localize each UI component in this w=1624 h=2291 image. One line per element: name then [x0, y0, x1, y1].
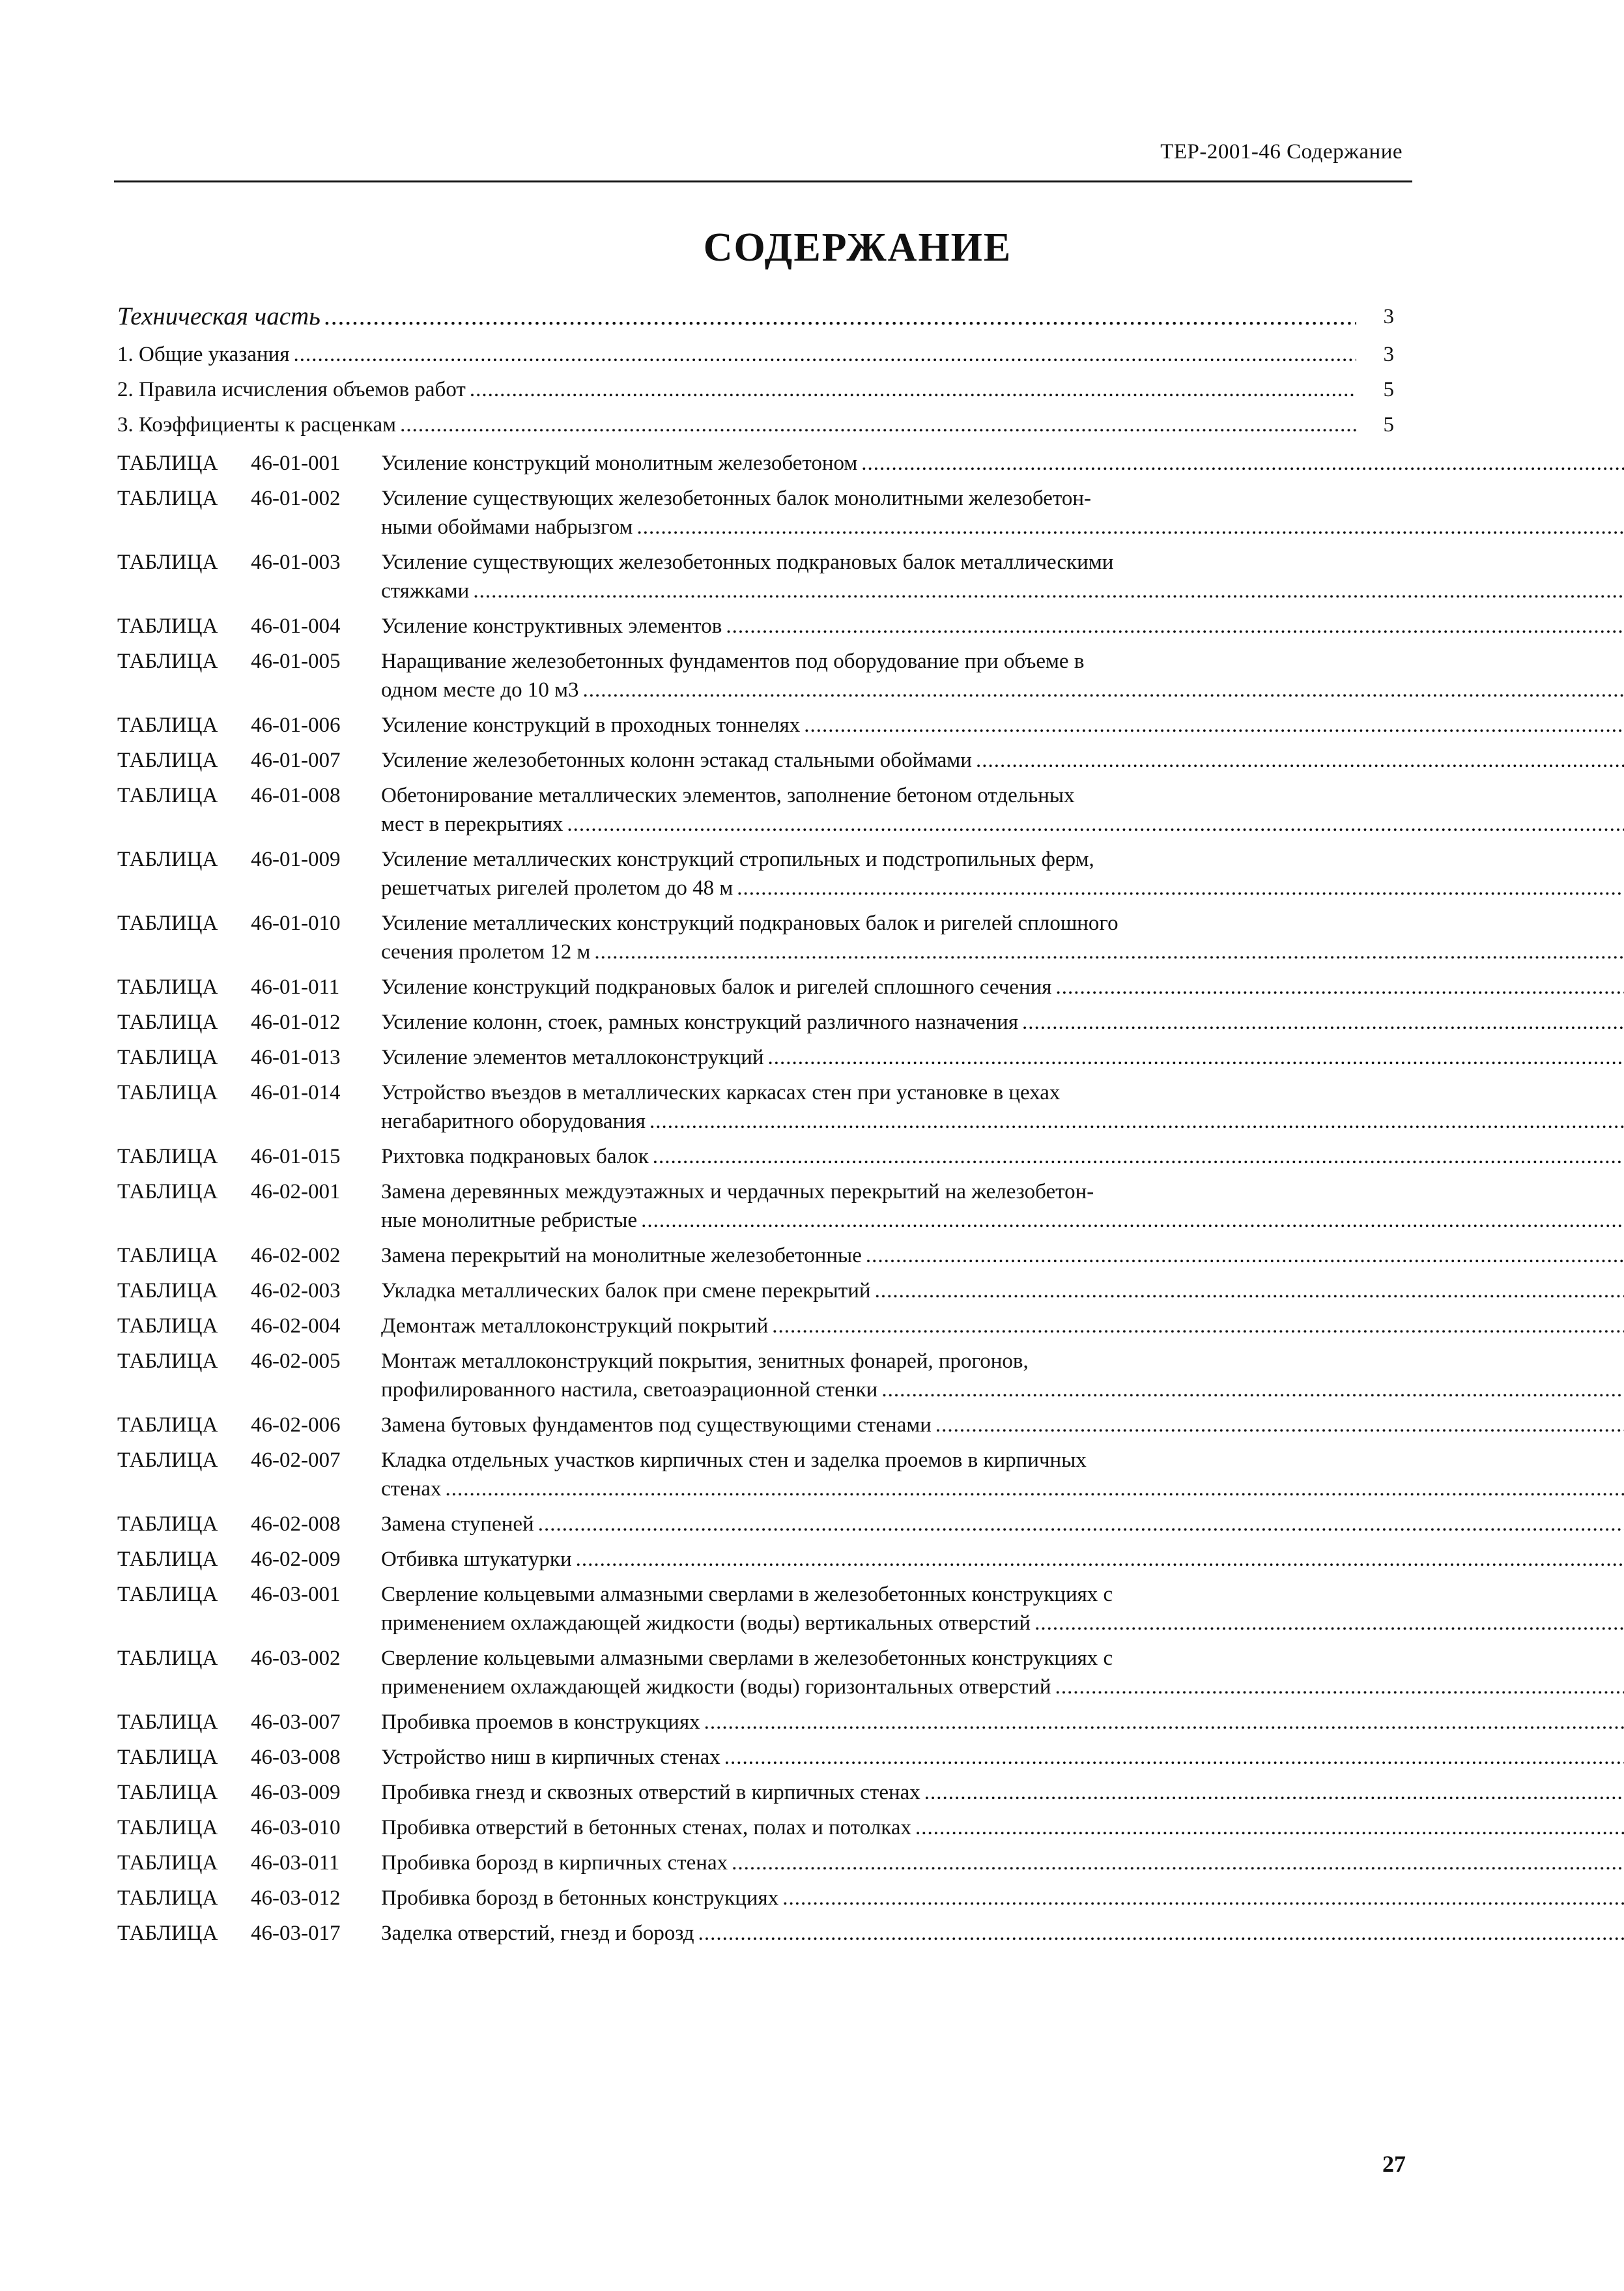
- table-label: ТАБЛИЦА: [117, 1244, 218, 1267]
- table-title-line: [381, 1446, 1624, 1475]
- table-title-text: Пробивка борозд в бетонных конструкциях: [381, 1886, 779, 1910]
- toc-table-entry[interactable]: [117, 1743, 1394, 1772]
- header-rule: [114, 180, 1412, 182]
- toc-table-entry[interactable]: [117, 711, 1394, 740]
- table-code: 46-02-005: [251, 1349, 341, 1373]
- dot-leader: [649, 1107, 1624, 1136]
- table-title-block: [381, 484, 1624, 541]
- table-code: 46-03-001: [251, 1583, 341, 1606]
- table-code: 46-02-006: [251, 1413, 341, 1437]
- toc-table-entry[interactable]: [117, 1919, 1394, 1948]
- table-code: 46-01-005: [251, 650, 341, 673]
- table-title-line: [381, 1078, 1624, 1107]
- dot-leader: [881, 1376, 1624, 1404]
- table-label: ТАБЛИЦА: [117, 1583, 218, 1606]
- toc-table-entry[interactable]: [117, 1813, 1394, 1842]
- table-title-text: Пробивка проемов в конструкциях: [381, 1710, 700, 1734]
- table-title-block: [381, 1919, 1624, 1948]
- table-code: 46-02-004: [251, 1314, 341, 1338]
- table-title-line: [381, 1411, 1624, 1439]
- toc-table-entry[interactable]: [117, 909, 1394, 966]
- table-title-text: Усиление колонн, стоек, рамных конструкций различного назначения: [381, 1011, 1018, 1034]
- toc-table-entry[interactable]: [117, 1778, 1394, 1807]
- dot-leader: [641, 1206, 1624, 1235]
- table-title-line: [381, 1312, 1624, 1340]
- table-label: ТАБЛИЦА: [117, 1279, 218, 1303]
- table-title-block: [381, 647, 1624, 704]
- table-label: ТАБЛИЦА: [117, 1647, 218, 1670]
- toc-table-entry[interactable]: [117, 1644, 1394, 1701]
- table-title-text: Укладка металлических балок при смене перекрытий: [381, 1279, 871, 1303]
- dot-leader: [293, 340, 1356, 369]
- table-title-block: [381, 1778, 1624, 1807]
- toc-page-number: 5: [1383, 413, 1394, 437]
- table-title-block: [381, 1446, 1624, 1503]
- table-title-line: [381, 1580, 1624, 1609]
- dot-leader: [724, 1743, 1624, 1772]
- table-title-block: [381, 1545, 1624, 1574]
- table-title-line: [381, 1778, 1624, 1807]
- table-title-line: [381, 781, 1624, 810]
- running-header: ТЕР-2001-46 Содержание: [1160, 140, 1403, 164]
- dot-leader: [636, 513, 1624, 541]
- table-title-block: [381, 1347, 1624, 1404]
- table-label: ТАБЛИЦА: [117, 713, 218, 737]
- toc-table-entry[interactable]: [117, 449, 1394, 478]
- table-title-line: [381, 810, 1624, 839]
- table-label: ТАБЛИЦА: [117, 1448, 218, 1472]
- dot-leader: [915, 1813, 1624, 1842]
- dot-leader: [1055, 973, 1624, 1001]
- toc-table-entry[interactable]: [117, 1446, 1394, 1503]
- table-label: ТАБЛИЦА: [117, 1413, 218, 1437]
- toc-table-entry[interactable]: [117, 1580, 1394, 1637]
- table-label: ТАБЛИЦА: [117, 1922, 218, 1945]
- table-title-line: [381, 1545, 1624, 1574]
- table-title-text: Наращивание железобетонных фундаментов под оборудование при объеме в: [381, 650, 1085, 673]
- toc-page-number: 5: [1383, 378, 1394, 401]
- dot-leader: [875, 1276, 1624, 1305]
- table-title-block: [381, 909, 1624, 966]
- table-label: ТАБЛИЦА: [117, 749, 218, 772]
- dot-leader: [324, 302, 1356, 331]
- table-title-line: [381, 1510, 1624, 1538]
- toc-table-entry[interactable]: [117, 1078, 1394, 1136]
- table-label: ТАБЛИЦА: [117, 1011, 218, 1034]
- table-title-block: [381, 1813, 1624, 1842]
- table-title-text: Кладка отдельных участков кирпичных стен и заделка проемов в кирпичных: [381, 1448, 1087, 1472]
- table-title-block: [381, 1142, 1624, 1171]
- table-code: 46-01-007: [251, 749, 341, 772]
- table-title-line: [381, 1142, 1624, 1171]
- table-title-line: [381, 1008, 1624, 1037]
- dot-leader: [1022, 1008, 1624, 1037]
- table-code: 46-01-010: [251, 912, 341, 935]
- table-title-block: [381, 1743, 1624, 1772]
- table-title-line: [381, 1849, 1624, 1877]
- table-title-text: Отбивка штукатурки: [381, 1548, 572, 1571]
- table-title-block: [381, 1241, 1624, 1270]
- dot-leader: [446, 1475, 1624, 1503]
- table-code: 46-03-009: [251, 1781, 341, 1804]
- table-title-block: [381, 612, 1624, 641]
- dot-leader: [732, 1849, 1624, 1877]
- table-title-line: [381, 1206, 1624, 1235]
- table-title-block: [381, 1078, 1624, 1136]
- table-title-text: стенах: [381, 1477, 442, 1501]
- table-title-line: [381, 845, 1624, 874]
- table-code: 46-01-003: [251, 551, 341, 574]
- table-code: 46-01-011: [251, 975, 340, 999]
- toc-subsection-item[interactable]: [117, 372, 1394, 407]
- dot-leader: [653, 1142, 1624, 1171]
- table-title-line: [381, 676, 1624, 704]
- dot-leader: [473, 577, 1624, 605]
- table-code: 46-03-002: [251, 1647, 341, 1670]
- table-title-block: [381, 973, 1624, 1001]
- table-title-block: [381, 711, 1624, 740]
- dot-leader: [576, 1545, 1624, 1574]
- toc-subsections: [117, 337, 1394, 442]
- table-title-line: [381, 1708, 1624, 1736]
- table-title-block: [381, 1276, 1624, 1305]
- table-code: 46-02-009: [251, 1548, 341, 1571]
- toc-table-entry[interactable]: [117, 845, 1394, 902]
- table-code: 46-01-013: [251, 1046, 341, 1069]
- dot-leader: [583, 676, 1624, 704]
- toc-table-entry[interactable]: [117, 647, 1394, 704]
- table-title-line: [381, 1177, 1624, 1206]
- dot-leader: [976, 746, 1624, 775]
- dot-leader: [470, 375, 1356, 404]
- table-label: ТАБЛИЦА: [117, 1512, 218, 1536]
- dot-leader: [567, 810, 1624, 839]
- toc-subsection-title: 2. Правила исчисления объемов работ: [117, 378, 466, 401]
- table-title-text: Устройство въездов в металлических каркасах стен при установке в цехах: [381, 1081, 1061, 1104]
- toc-table-entry[interactable]: [117, 1241, 1394, 1270]
- table-title-line: [381, 484, 1624, 513]
- table-code: 46-01-001: [251, 452, 341, 475]
- table-title-line: [381, 1347, 1624, 1376]
- table-title-block: [381, 845, 1624, 902]
- table-label: ТАБЛИЦА: [117, 1816, 218, 1839]
- dot-leader: [1055, 1673, 1624, 1701]
- table-code: 46-01-002: [251, 487, 341, 510]
- toc-table-entry[interactable]: [117, 1347, 1394, 1404]
- table-code: 46-01-015: [251, 1145, 341, 1168]
- table-title-line: [381, 1919, 1624, 1948]
- table-title-line: [381, 1813, 1624, 1842]
- table-title-text: применением охлаждающей жидкости (воды) вертикальных отверстий: [381, 1611, 1031, 1635]
- toc-section-technical[interactable]: [117, 296, 1394, 337]
- dot-leader: [538, 1510, 1624, 1538]
- dot-leader: [594, 938, 1624, 966]
- table-title-text: одном месте до 10 м3: [381, 678, 579, 702]
- toc-table-entry[interactable]: [117, 1708, 1394, 1736]
- table-label: ТАБЛИЦА: [117, 912, 218, 935]
- table-title-block: [381, 1043, 1624, 1072]
- table-title-line: [381, 1644, 1624, 1673]
- toc-page-number: 3: [1383, 343, 1394, 366]
- toc-table-entry[interactable]: [117, 973, 1394, 1001]
- table-label: ТАБЛИЦА: [117, 1314, 218, 1338]
- page-title: СОДЕРЖАНИЕ: [703, 225, 1012, 270]
- toc-table-entry[interactable]: [117, 1008, 1394, 1037]
- table-code: 46-01-008: [251, 784, 341, 807]
- dot-leader: [866, 1241, 1624, 1270]
- table-code: 46-01-004: [251, 614, 341, 638]
- toc-section-title: Техническая часть: [117, 302, 321, 330]
- toc-table-list: [117, 449, 1394, 1948]
- table-title-text: Пробивка отверстий в бетонных стенах, полах и потолках: [381, 1816, 911, 1839]
- table-title-text: Усиление железобетонных колонн эстакад стальными обоймами: [381, 749, 972, 772]
- toc-table-entry[interactable]: [117, 1177, 1394, 1235]
- table-title-line: [381, 1376, 1624, 1404]
- table-title-text: Сверление кольцевыми алмазными сверлами в железобетонных конструкциях с: [381, 1583, 1113, 1606]
- table-label: ТАБЛИЦА: [117, 1548, 218, 1571]
- table-title-text: ные монолитные ребристые: [381, 1209, 638, 1232]
- dot-leader: [924, 1778, 1624, 1807]
- table-code: 46-01-009: [251, 848, 341, 871]
- table-title-line: [381, 1043, 1624, 1072]
- table-title-text: Рихтовка подкрановых балок: [381, 1145, 649, 1168]
- table-code: 46-03-010: [251, 1816, 341, 1839]
- table-title-line: [381, 612, 1624, 641]
- table-title-block: [381, 1884, 1624, 1912]
- dot-leader: [704, 1708, 1624, 1736]
- dot-leader: [737, 874, 1624, 902]
- table-title-text: Замена деревянных междуэтажных и чердачных перекрытий на железобетон-: [381, 1180, 1094, 1203]
- toc-subsection-item[interactable]: [117, 337, 1394, 372]
- table-title-block: [381, 1177, 1624, 1235]
- table-title-block: [381, 1510, 1624, 1538]
- table-title-line: [381, 1609, 1624, 1637]
- table-title-text: Усиление металлических конструкций стропильных и подстропильных ферм,: [381, 848, 1094, 871]
- table-label: ТАБЛИЦА: [117, 1781, 218, 1804]
- dot-leader: [698, 1919, 1624, 1948]
- table-title-text: Замена перекрытий на монолитные железобетонные: [381, 1244, 862, 1267]
- toc-subsection-title: 3. Коэффициенты к расценкам: [117, 413, 397, 437]
- table-label: ТАБЛИЦА: [117, 1145, 218, 1168]
- table-code: 46-03-007: [251, 1710, 341, 1734]
- dot-leader: [1034, 1609, 1624, 1637]
- table-title-block: [381, 449, 1624, 478]
- table-title-line: [381, 711, 1624, 740]
- table-title-line: [381, 746, 1624, 775]
- toc-page-number: 3: [1383, 305, 1394, 328]
- toc-table-entry[interactable]: [117, 548, 1394, 605]
- table-title-block: [381, 1008, 1624, 1037]
- table-label: ТАБЛИЦА: [117, 1886, 218, 1910]
- table-code: 46-02-001: [251, 1180, 341, 1203]
- table-title-text: сечения пролетом 12 м: [381, 940, 591, 964]
- toc-subsection-title: 1. Общие указания: [117, 343, 290, 366]
- table-title-text: Усиление существующих железобетонных подкрановых балок металлическими: [381, 551, 1114, 574]
- table-title-line: [381, 577, 1624, 605]
- toc-table-entry[interactable]: [117, 746, 1394, 775]
- table-title-line: [381, 1107, 1624, 1136]
- table-label: ТАБЛИЦА: [117, 848, 218, 871]
- dot-leader: [768, 1043, 1624, 1072]
- table-title-text: Усиление конструктивных элементов: [381, 614, 722, 638]
- table-title-line: [381, 548, 1624, 577]
- dot-leader: [782, 1884, 1624, 1912]
- table-title-line: [381, 874, 1624, 902]
- toc-table-entry[interactable]: [117, 1276, 1394, 1305]
- table-title-text: Усиление конструкций в проходных тоннелях: [381, 713, 801, 737]
- table-title-text: мест в перекрытиях: [381, 813, 563, 836]
- table-code: 46-03-017: [251, 1922, 341, 1945]
- table-label: ТАБЛИЦА: [117, 1180, 218, 1203]
- toc-table-entry[interactable]: [117, 1411, 1394, 1439]
- toc-table-entry[interactable]: [117, 781, 1394, 839]
- table-title-block: [381, 548, 1624, 605]
- table-title-text: Сверление кольцевыми алмазными сверлами в железобетонных конструкциях с: [381, 1647, 1113, 1670]
- table-title-line: [381, 647, 1624, 676]
- dot-leader: [804, 711, 1624, 740]
- toc-table-entry[interactable]: [117, 1510, 1394, 1538]
- table-title-text: ными обоймами набрызгом: [381, 515, 633, 539]
- toc-subsection-item[interactable]: [117, 407, 1394, 442]
- table-label: ТАБЛИЦА: [117, 1349, 218, 1373]
- table-title-line: [381, 973, 1624, 1001]
- table-code: 46-01-006: [251, 713, 341, 737]
- table-title-line: [381, 1884, 1624, 1912]
- toc-table-entry[interactable]: [117, 1884, 1394, 1912]
- table-title-block: [381, 1849, 1624, 1877]
- table-label: ТАБЛИЦА: [117, 975, 218, 999]
- table-code: 46-02-003: [251, 1279, 341, 1303]
- dot-leader: [400, 411, 1356, 439]
- table-title-text: Обетонирование металлических элементов, заполнение бетоном отдельных: [381, 784, 1075, 807]
- toc-table-entry[interactable]: [117, 1043, 1394, 1072]
- table-code: 46-01-012: [251, 1011, 341, 1034]
- table-title-block: [381, 746, 1624, 775]
- table-title-text: Замена ступеней: [381, 1512, 534, 1536]
- toc-table-entry[interactable]: [117, 1142, 1394, 1171]
- table-of-contents: [117, 296, 1394, 1948]
- table-label: ТАБЛИЦА: [117, 614, 218, 638]
- table-title-text: применением охлаждающей жидкости (воды) горизонтальных отверстий: [381, 1675, 1051, 1699]
- table-title-block: [381, 1708, 1624, 1736]
- table-title-text: Усиление конструкций подкрановых балок и ригелей сплошного сечения: [381, 975, 1052, 999]
- toc-table-entry[interactable]: [117, 1849, 1394, 1877]
- table-title-line: [381, 1673, 1624, 1701]
- table-label: ТАБЛИЦА: [117, 784, 218, 807]
- table-title-block: [381, 1580, 1624, 1637]
- page-number: 27: [1382, 2151, 1406, 2177]
- table-title-text: Усиление металлических конструкций подкрановых балок и ригелей сплошного: [381, 912, 1118, 935]
- table-title-line: [381, 449, 1624, 478]
- table-code: 46-01-014: [251, 1081, 341, 1104]
- table-title-line: [381, 909, 1624, 938]
- table-label: ТАБЛИЦА: [117, 1851, 218, 1875]
- table-title-block: [381, 1644, 1624, 1701]
- table-title-text: Пробивка гнезд и сквозных отверстий в кирпичных стенах: [381, 1781, 920, 1804]
- table-title-line: [381, 1475, 1624, 1503]
- table-title-text: Усиление существующих железобетонных балок монолитными железобетон-: [381, 487, 1091, 510]
- table-code: 46-03-011: [251, 1851, 340, 1875]
- table-title-text: негабаритного оборудования: [381, 1110, 646, 1133]
- table-label: ТАБЛИЦА: [117, 452, 218, 475]
- table-title-block: [381, 1312, 1624, 1340]
- table-title-line: [381, 513, 1624, 541]
- dot-leader: [772, 1312, 1624, 1340]
- table-label: ТАБЛИЦА: [117, 650, 218, 673]
- table-label: ТАБЛИЦА: [117, 551, 218, 574]
- table-title-text: Демонтаж металлоконструкций покрытий: [381, 1314, 769, 1338]
- table-title-text: профилированного настила, светоаэрационной стенки: [381, 1378, 878, 1402]
- toc-table-entry[interactable]: [117, 1545, 1394, 1574]
- dot-leader: [935, 1411, 1624, 1439]
- dot-leader: [861, 449, 1624, 478]
- table-title-text: Устройство ниш в кирпичных стенах: [381, 1746, 720, 1769]
- table-title-line: [381, 1241, 1624, 1270]
- table-title-text: Заделка отверстий, гнезд и борозд: [381, 1922, 694, 1945]
- table-code: 46-02-002: [251, 1244, 341, 1267]
- toc-table-entry[interactable]: [117, 1312, 1394, 1340]
- toc-table-entry[interactable]: [117, 612, 1394, 641]
- toc-table-entry[interactable]: [117, 484, 1394, 541]
- table-label: ТАБЛИЦА: [117, 1081, 218, 1104]
- table-title-block: [381, 781, 1624, 839]
- table-label: ТАБЛИЦА: [117, 1746, 218, 1769]
- table-title-text: Пробивка борозд в кирпичных стенах: [381, 1851, 728, 1875]
- table-label: ТАБЛИЦА: [117, 487, 218, 510]
- table-title-text: решетчатых ригелей пролетом до 48 м: [381, 876, 734, 900]
- table-label: ТАБЛИЦА: [117, 1046, 218, 1069]
- table-title-block: [381, 1411, 1624, 1439]
- dot-leader: [726, 612, 1624, 641]
- table-label: ТАБЛИЦА: [117, 1710, 218, 1734]
- table-code: 46-03-008: [251, 1746, 341, 1769]
- table-title-line: [381, 938, 1624, 966]
- table-title-text: Усиление конструкций монолитным железобетоном: [381, 452, 858, 475]
- table-code: 46-03-012: [251, 1886, 341, 1910]
- table-title-line: [381, 1743, 1624, 1772]
- table-code: 46-02-008: [251, 1512, 341, 1536]
- table-code: 46-02-007: [251, 1448, 341, 1472]
- table-title-line: [381, 1276, 1624, 1305]
- table-title-text: Монтаж металлоконструкций покрытия, зенитных фонарей, прогонов,: [381, 1349, 1029, 1373]
- table-title-text: Усиление элементов металлоконструкций: [381, 1046, 764, 1069]
- table-title-text: Замена бутовых фундаментов под существующими стенами: [381, 1413, 932, 1437]
- table-title-text: стяжками: [381, 579, 470, 603]
